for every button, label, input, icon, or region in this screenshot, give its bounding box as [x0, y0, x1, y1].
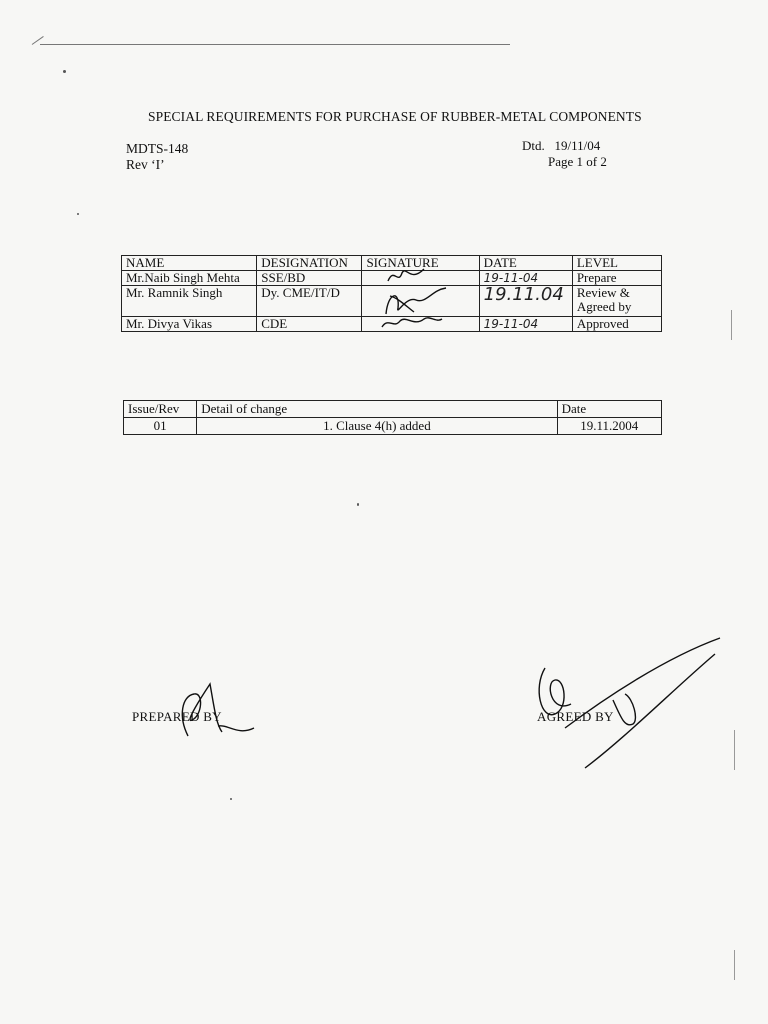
- date-page-block: [522, 138, 607, 170]
- scan-speck: [63, 70, 66, 73]
- prepared-by-signature: [158, 676, 268, 746]
- signature-mark: [378, 313, 448, 331]
- top-border-line: [40, 44, 510, 45]
- table-row: [122, 317, 662, 332]
- document-date: Dtd. 19/11/04: [522, 138, 601, 153]
- page-indicator: Page 1 of 2: [548, 154, 607, 169]
- row-designation: CDE: [257, 317, 362, 332]
- agreed-by-label: AGREED BY: [537, 709, 614, 724]
- row-signature: [362, 317, 479, 332]
- header-issue-rev: Issue/Rev: [124, 401, 197, 418]
- document-number-block: [126, 141, 188, 173]
- row-signature: [362, 271, 479, 286]
- row-level: Review & Agreed by: [572, 286, 661, 317]
- document-title: SPECIAL REQUIREMENTS FOR PURCHASE OF RUBBER-METAL COMPONENTS: [148, 109, 642, 124]
- table-row: [122, 271, 662, 286]
- header-detail-of-change: Detail of change: [197, 401, 557, 418]
- row-issue: 01: [124, 418, 197, 435]
- row-level: Prepare: [572, 271, 661, 286]
- table-row: [122, 286, 662, 317]
- agreed-by-signature: [525, 628, 725, 778]
- document-number: MDTS-148: [126, 141, 189, 156]
- header-date: Date: [557, 401, 661, 418]
- row-designation: Dy. CME/IT/D: [257, 286, 362, 317]
- approval-table: [121, 255, 662, 332]
- scan-speck: [77, 213, 79, 215]
- table-row: [124, 418, 662, 435]
- header-level: LEVEL: [572, 256, 661, 271]
- row-signature: [362, 286, 479, 317]
- row-detail: 1. Clause 4(h) added: [197, 418, 557, 435]
- row-date-handwritten: 19.11.04: [479, 286, 572, 317]
- scan-speck: [230, 798, 232, 800]
- signature-mark: [384, 265, 444, 285]
- scan-speck: [357, 503, 359, 506]
- scan-edge-mark: [734, 950, 735, 980]
- revision-label: Rev ‘I’: [126, 157, 165, 172]
- row-name: Mr. Divya Vikas: [122, 317, 257, 332]
- change-header-row: [124, 401, 662, 418]
- header-date: DATE: [479, 256, 572, 271]
- row-level: Approved: [572, 317, 661, 332]
- row-date-handwritten: 19-11-04: [479, 271, 572, 286]
- row-designation: SSE/BD: [257, 271, 362, 286]
- prepared-by-label: PREPARED BY: [132, 709, 222, 724]
- row-date-handwritten: 19-11-04: [479, 317, 572, 332]
- scan-edge-mark: [734, 730, 735, 770]
- row-name: Mr. Ramnik Singh: [122, 286, 257, 317]
- row-name: Mr.Naib Singh Mehta: [122, 271, 257, 286]
- header-signature: SIGNATURE: [362, 256, 479, 271]
- row-date: 19.11.2004: [557, 418, 661, 435]
- header-name: NAME: [122, 256, 257, 271]
- header-designation: DESIGNATION: [257, 256, 362, 271]
- change-history-table: [123, 400, 662, 435]
- scan-edge-mark: [731, 310, 732, 340]
